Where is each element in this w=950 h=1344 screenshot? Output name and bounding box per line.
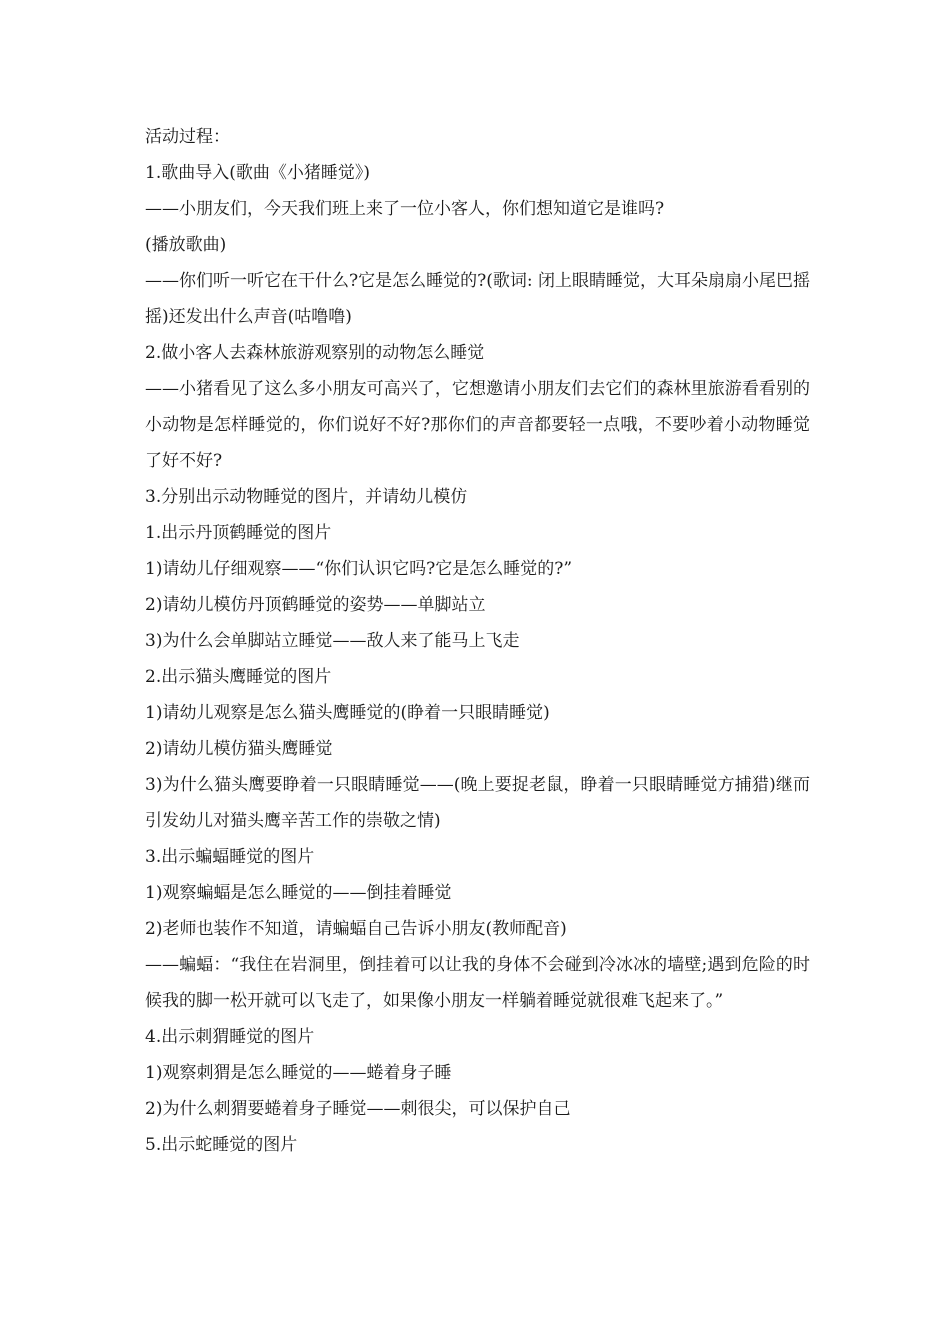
sub-step-heading: 4.出示刺猬睡觉的图片 [145,1027,315,1047]
step-2-heading: 2.做小客人去森林旅游观察别的动物怎么睡觉 [145,343,485,363]
dialogue-paragraph: ——小猪看见了这么多小朋友可高兴了，它想邀请小朋友们去它们的森林里旅游看看别的小动物是怎样睡觉的，你们说好不好?那你们的声音都要轻一点哦，不要吵着小动物睡觉了好不好? [145,379,810,471]
step-3-heading: 3.分别出示动物睡觉的图片，并请幼儿模仿 [145,487,468,507]
list-item: 1)请幼儿观察是怎么猫头鹰睡觉的(睁着一只眼睛睡觉) [145,703,550,723]
section-heading-process: 活动过程： [145,127,230,147]
dialogue-paragraph: ——你们听一听它在干什么?它是怎么睡觉的?(歌词: 闭上眼睛睡觉，大耳朵扇扇小尾巴摇摇)还发出什么声音(咕噜噜) [145,271,810,327]
document-body [145,119,810,1163]
list-item: 1)请幼儿仔细观察——“你们认识它吗?它是怎么睡觉的?” [145,559,573,579]
list-item: 2)请幼儿模仿猫头鹰睡觉 [145,739,333,759]
sub-step-heading: 5.出示蛇睡觉的图片 [145,1135,298,1155]
list-item: 3)为什么会单脚站立睡觉——敌人来了能马上飞走 [145,631,520,651]
list-item: 1)观察刺猬是怎么睡觉的——蜷着身子睡 [145,1063,452,1083]
list-item: 2)为什么刺猬要蜷着身子睡觉——刺很尖，可以保护自己 [145,1099,571,1119]
sub-step-heading: 3.出示蝙蝠睡觉的图片 [145,847,315,867]
list-item: 2)老师也装作不知道，请蝙蝠自己告诉小朋友(教师配音) [145,919,567,939]
list-item-paragraph: 3)为什么猫头鹰要睁着一只眼睛睡觉——(晚上要捉老鼠，睁着一只眼睛睡觉方捕猎)继而引发幼儿对猫头鹰辛苦工作的崇敬之情) [145,775,810,831]
stage-direction: (播放歌曲) [145,235,227,255]
list-item: 1)观察蝙蝠是怎么睡觉的——倒挂着睡觉 [145,883,452,903]
sub-step-heading: 2.出示猫头鹰睡觉的图片 [145,667,332,687]
dialogue-paragraph: ——蝙蝠：“我住在岩洞里，倒挂着可以让我的身体不会碰到冷冰冰的墙壁;遇到危险的时候我的脚一松开就可以飞走了，如果像小朋友一样躺着睡觉就很难飞起来了。” [145,955,810,1011]
dialogue-line: ——小朋友们，今天我们班上来了一位小客人，你们想知道它是谁吗? [145,199,665,219]
step-1-heading: 1.歌曲导入(歌曲《小猪睡觉》) [145,163,370,183]
list-item: 2)请幼儿模仿丹顶鹤睡觉的姿势——单脚站立 [145,595,486,615]
sub-step-heading: 1.出示丹顶鹤睡觉的图片 [145,523,332,543]
